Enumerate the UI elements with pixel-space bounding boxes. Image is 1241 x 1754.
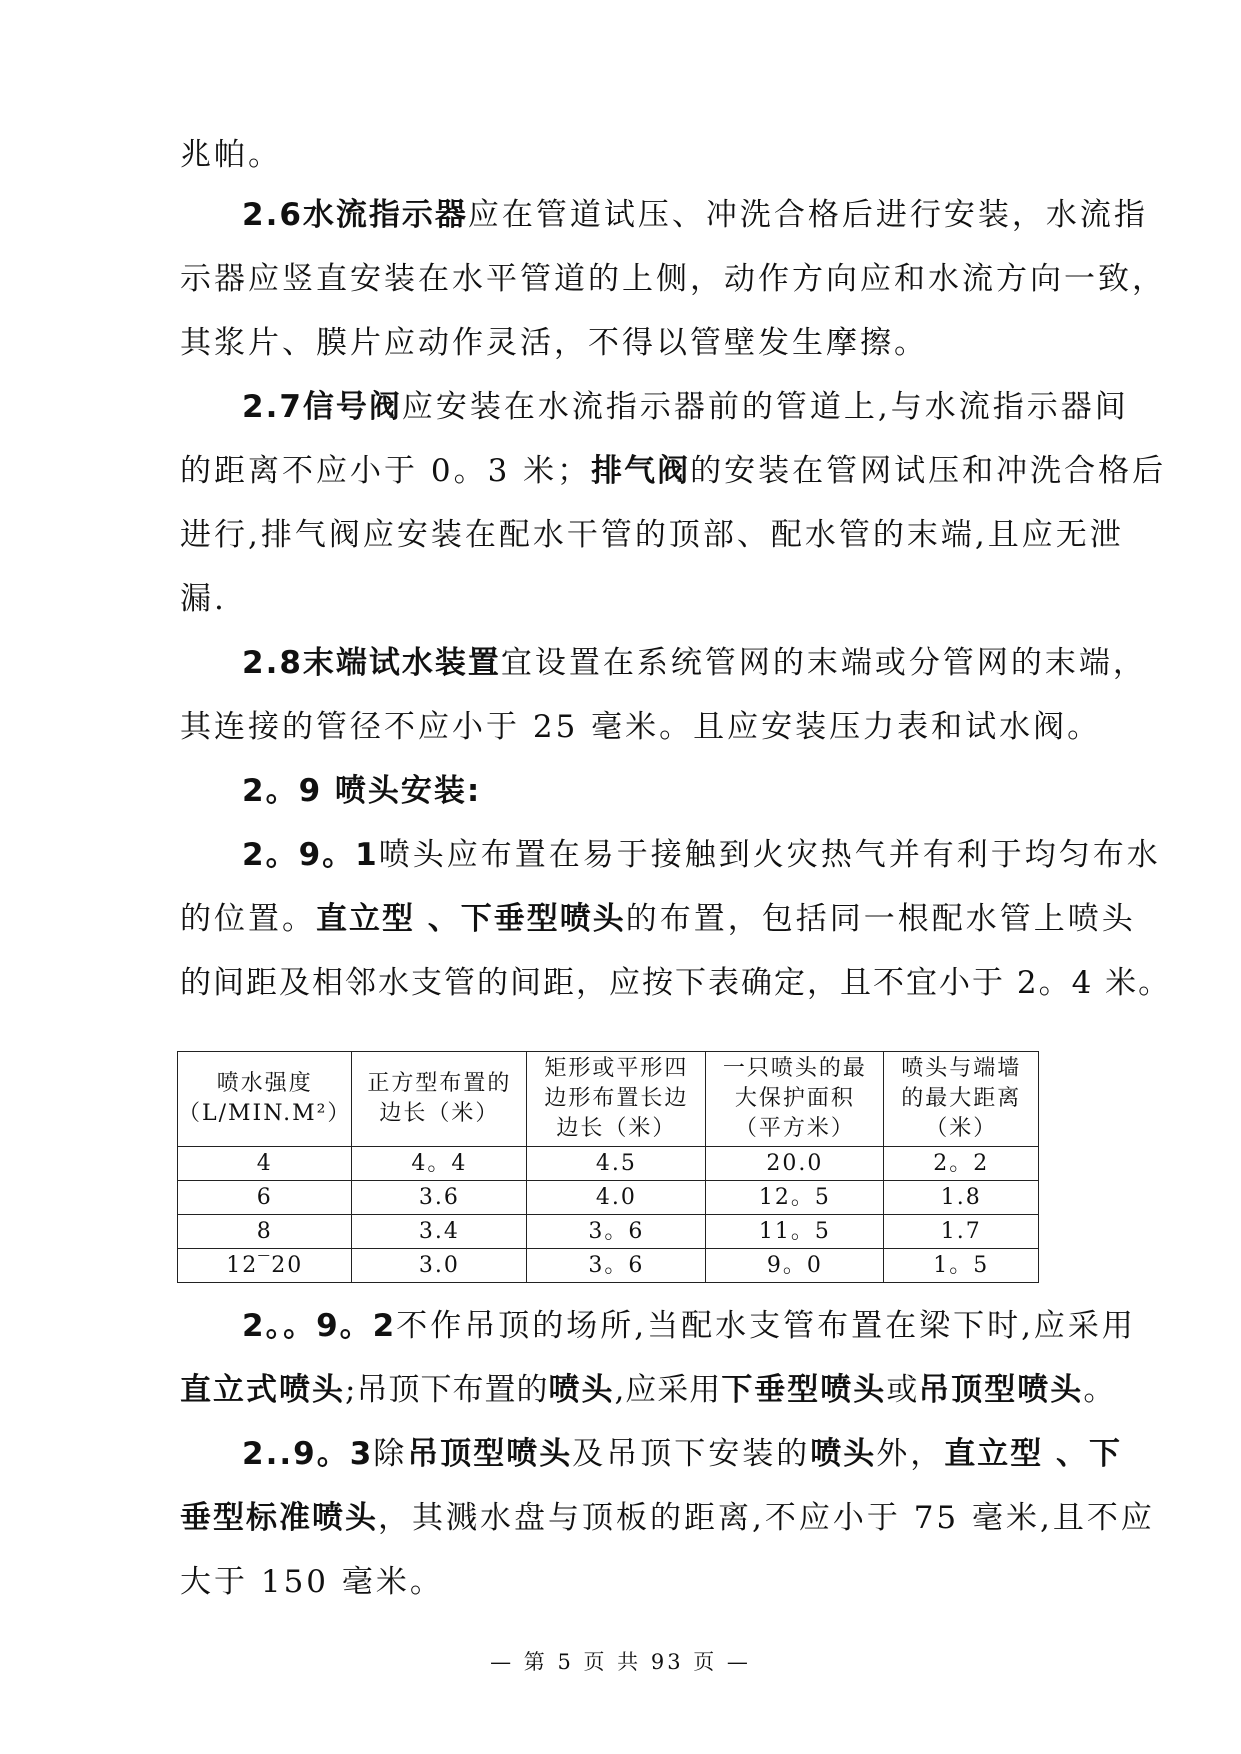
text-line bbox=[180, 261, 1166, 297]
column-header: 矩形或平形四 边形布置长边 边长（米） bbox=[527, 1052, 706, 1147]
text-line bbox=[180, 901, 1136, 937]
term-bold: 信号阀 bbox=[302, 389, 402, 425]
table-row bbox=[178, 1181, 1039, 1215]
text-run: 的间距及相邻水支管的间距，应按下表确定，且不宜小于 2。4 米。 bbox=[180, 965, 1172, 1001]
term-bold: 喷头 bbox=[548, 1372, 615, 1408]
text-run: 喷头应布置在易于接触到火灾热气并有利于均匀布水 bbox=[378, 837, 1161, 873]
table-cell: 1.7 bbox=[884, 1215, 1039, 1249]
table-cell: 20.0 bbox=[706, 1147, 884, 1181]
table-cell: 2。2 bbox=[884, 1147, 1039, 1181]
section-number: 2。9。1 bbox=[242, 837, 379, 873]
table-cell: 1。5 bbox=[884, 1249, 1039, 1283]
text-line bbox=[180, 325, 928, 361]
text-line bbox=[180, 1564, 444, 1600]
text-run: 应安装在水流指示器前的管道上,与水流指示器间 bbox=[401, 389, 1129, 425]
text-run: 应在管道试压、冲洗合格后进行安装，水流指 bbox=[467, 197, 1148, 233]
text-run: 漏. bbox=[180, 581, 227, 617]
text-run: 其连接的管径不应小于 25 毫米。且应安装压力表和试水阀。 bbox=[180, 709, 1102, 745]
text-run: 的安装在管网试压和冲洗合格后 bbox=[690, 453, 1167, 489]
table-cell: 3.6 bbox=[352, 1181, 527, 1215]
term-bold: 吊顶型喷头 bbox=[407, 1436, 573, 1472]
table-row bbox=[178, 1215, 1039, 1249]
column-header: 正方型布置的 边长（米） bbox=[352, 1052, 527, 1147]
text-run: 或 bbox=[886, 1372, 919, 1408]
table-cell: 1.8 bbox=[884, 1181, 1039, 1215]
section-number: 2.7 bbox=[242, 389, 303, 425]
paragraph-2-9-1 bbox=[242, 837, 1161, 873]
paragraph-2-9-3 bbox=[242, 1436, 1122, 1472]
paragraph-2-9-2 bbox=[242, 1308, 1136, 1344]
table-cell: 4.0 bbox=[527, 1181, 706, 1215]
text-run: ，其溅水盘与顶板的距离,不应小于 75 毫米,且不应 bbox=[378, 1500, 1155, 1536]
text-run: 的位置。 bbox=[180, 901, 316, 937]
text-run: ;吊顶下布置的 bbox=[345, 1372, 549, 1408]
table-cell: 8 bbox=[178, 1215, 352, 1249]
text-run: 大于 150 毫米。 bbox=[180, 1564, 444, 1600]
term-bold: 吊顶型喷头 bbox=[918, 1372, 1084, 1408]
section-number: 2.6 bbox=[242, 197, 303, 233]
table-cell: 11。5 bbox=[706, 1215, 884, 1249]
text-run: 兆帕。 bbox=[180, 137, 282, 173]
text-run: 不作吊顶的场所,当配水支管布置在梁下时,应采用 bbox=[396, 1308, 1136, 1344]
page-footer: — 第 5 页 共 93 页 — bbox=[490, 1650, 751, 1674]
term-bold: 末端试水装置 bbox=[302, 645, 501, 681]
term-bold: 排气阀 bbox=[591, 453, 691, 489]
term-bold: 直立式喷头 bbox=[180, 1372, 345, 1408]
text-run: 。 bbox=[1083, 1372, 1116, 1408]
paragraph-2-6 bbox=[242, 197, 1148, 233]
text-run: ,应采用 bbox=[614, 1372, 722, 1408]
text-run: 示器应竖直安装在水平管道的上侧，动作方向应和水流方向一致， bbox=[180, 261, 1166, 297]
text-run: 外， bbox=[876, 1436, 945, 1472]
text-run: 进行,排气阀应安装在配水干管的顶部、配水管的末端,且应无泄 bbox=[180, 517, 1124, 553]
text-line bbox=[180, 965, 1171, 1001]
table-cell: 3.0 bbox=[352, 1249, 527, 1283]
text-run: 其浆片、膜片应动作灵活，不得以管壁发生摩擦。 bbox=[180, 325, 928, 361]
table-cell: 4 bbox=[178, 1147, 352, 1181]
text-line bbox=[180, 709, 1101, 745]
section-heading: 2。9 喷头安装: bbox=[242, 773, 482, 809]
text-line bbox=[180, 453, 1166, 489]
term-bold: 直立型 、下垂型喷头 bbox=[316, 901, 626, 937]
table-row bbox=[178, 1147, 1039, 1181]
section-number: 2.8 bbox=[242, 645, 303, 681]
paragraph-2-7 bbox=[242, 389, 1129, 425]
table-cell: 4.5 bbox=[527, 1147, 706, 1181]
text-line bbox=[180, 1500, 1155, 1536]
table-cell: 12‾20 bbox=[178, 1249, 352, 1283]
column-header: 喷水强度 （L/MIN.M²） bbox=[178, 1052, 352, 1147]
section-number: 2。。9。2 bbox=[242, 1308, 397, 1344]
heading-2-9 bbox=[242, 773, 481, 809]
column-header: 喷头与端墙 的最大距离 （米） bbox=[884, 1052, 1039, 1147]
table-cell: 3。6 bbox=[527, 1249, 706, 1283]
term-bold: 垂型标准喷头 bbox=[180, 1500, 378, 1536]
term-bold: 喷头 bbox=[810, 1436, 877, 1472]
section-number: 2..9。3 bbox=[242, 1436, 374, 1472]
text-run: 宜设置在系统管网的末端或分管网的末端， bbox=[500, 645, 1147, 681]
text-run: 除 bbox=[373, 1436, 408, 1472]
text-run: 及吊顶下安装的 bbox=[572, 1436, 811, 1472]
text-run: 的距离不应小于 0。3 米； bbox=[180, 453, 592, 489]
table-cell: 9。0 bbox=[706, 1249, 884, 1283]
text-line bbox=[180, 517, 1124, 553]
column-header: 一只喷头的最 大保护面积 （平方米） bbox=[706, 1052, 884, 1147]
paragraph-2-8 bbox=[242, 645, 1147, 681]
term-bold: 水流指示器 bbox=[302, 197, 468, 233]
table-cell: 3.4 bbox=[352, 1215, 527, 1249]
table-header-row bbox=[178, 1052, 1039, 1147]
term-bold: 直立型 、下 bbox=[944, 1436, 1123, 1472]
text-line bbox=[180, 137, 282, 173]
term-bold: 下垂型喷头 bbox=[721, 1372, 887, 1408]
text-run: 的布置，包括同一根配水管上喷头 bbox=[625, 901, 1136, 937]
table-cell: 6 bbox=[178, 1181, 352, 1215]
table-cell: 3。6 bbox=[527, 1215, 706, 1249]
sprinkler-spacing-table bbox=[177, 1051, 1039, 1283]
table-row bbox=[178, 1249, 1039, 1283]
text-line bbox=[180, 1372, 1115, 1408]
table-cell: 12。5 bbox=[706, 1181, 884, 1215]
table-cell: 4。4 bbox=[352, 1147, 527, 1181]
text-line bbox=[180, 581, 227, 617]
